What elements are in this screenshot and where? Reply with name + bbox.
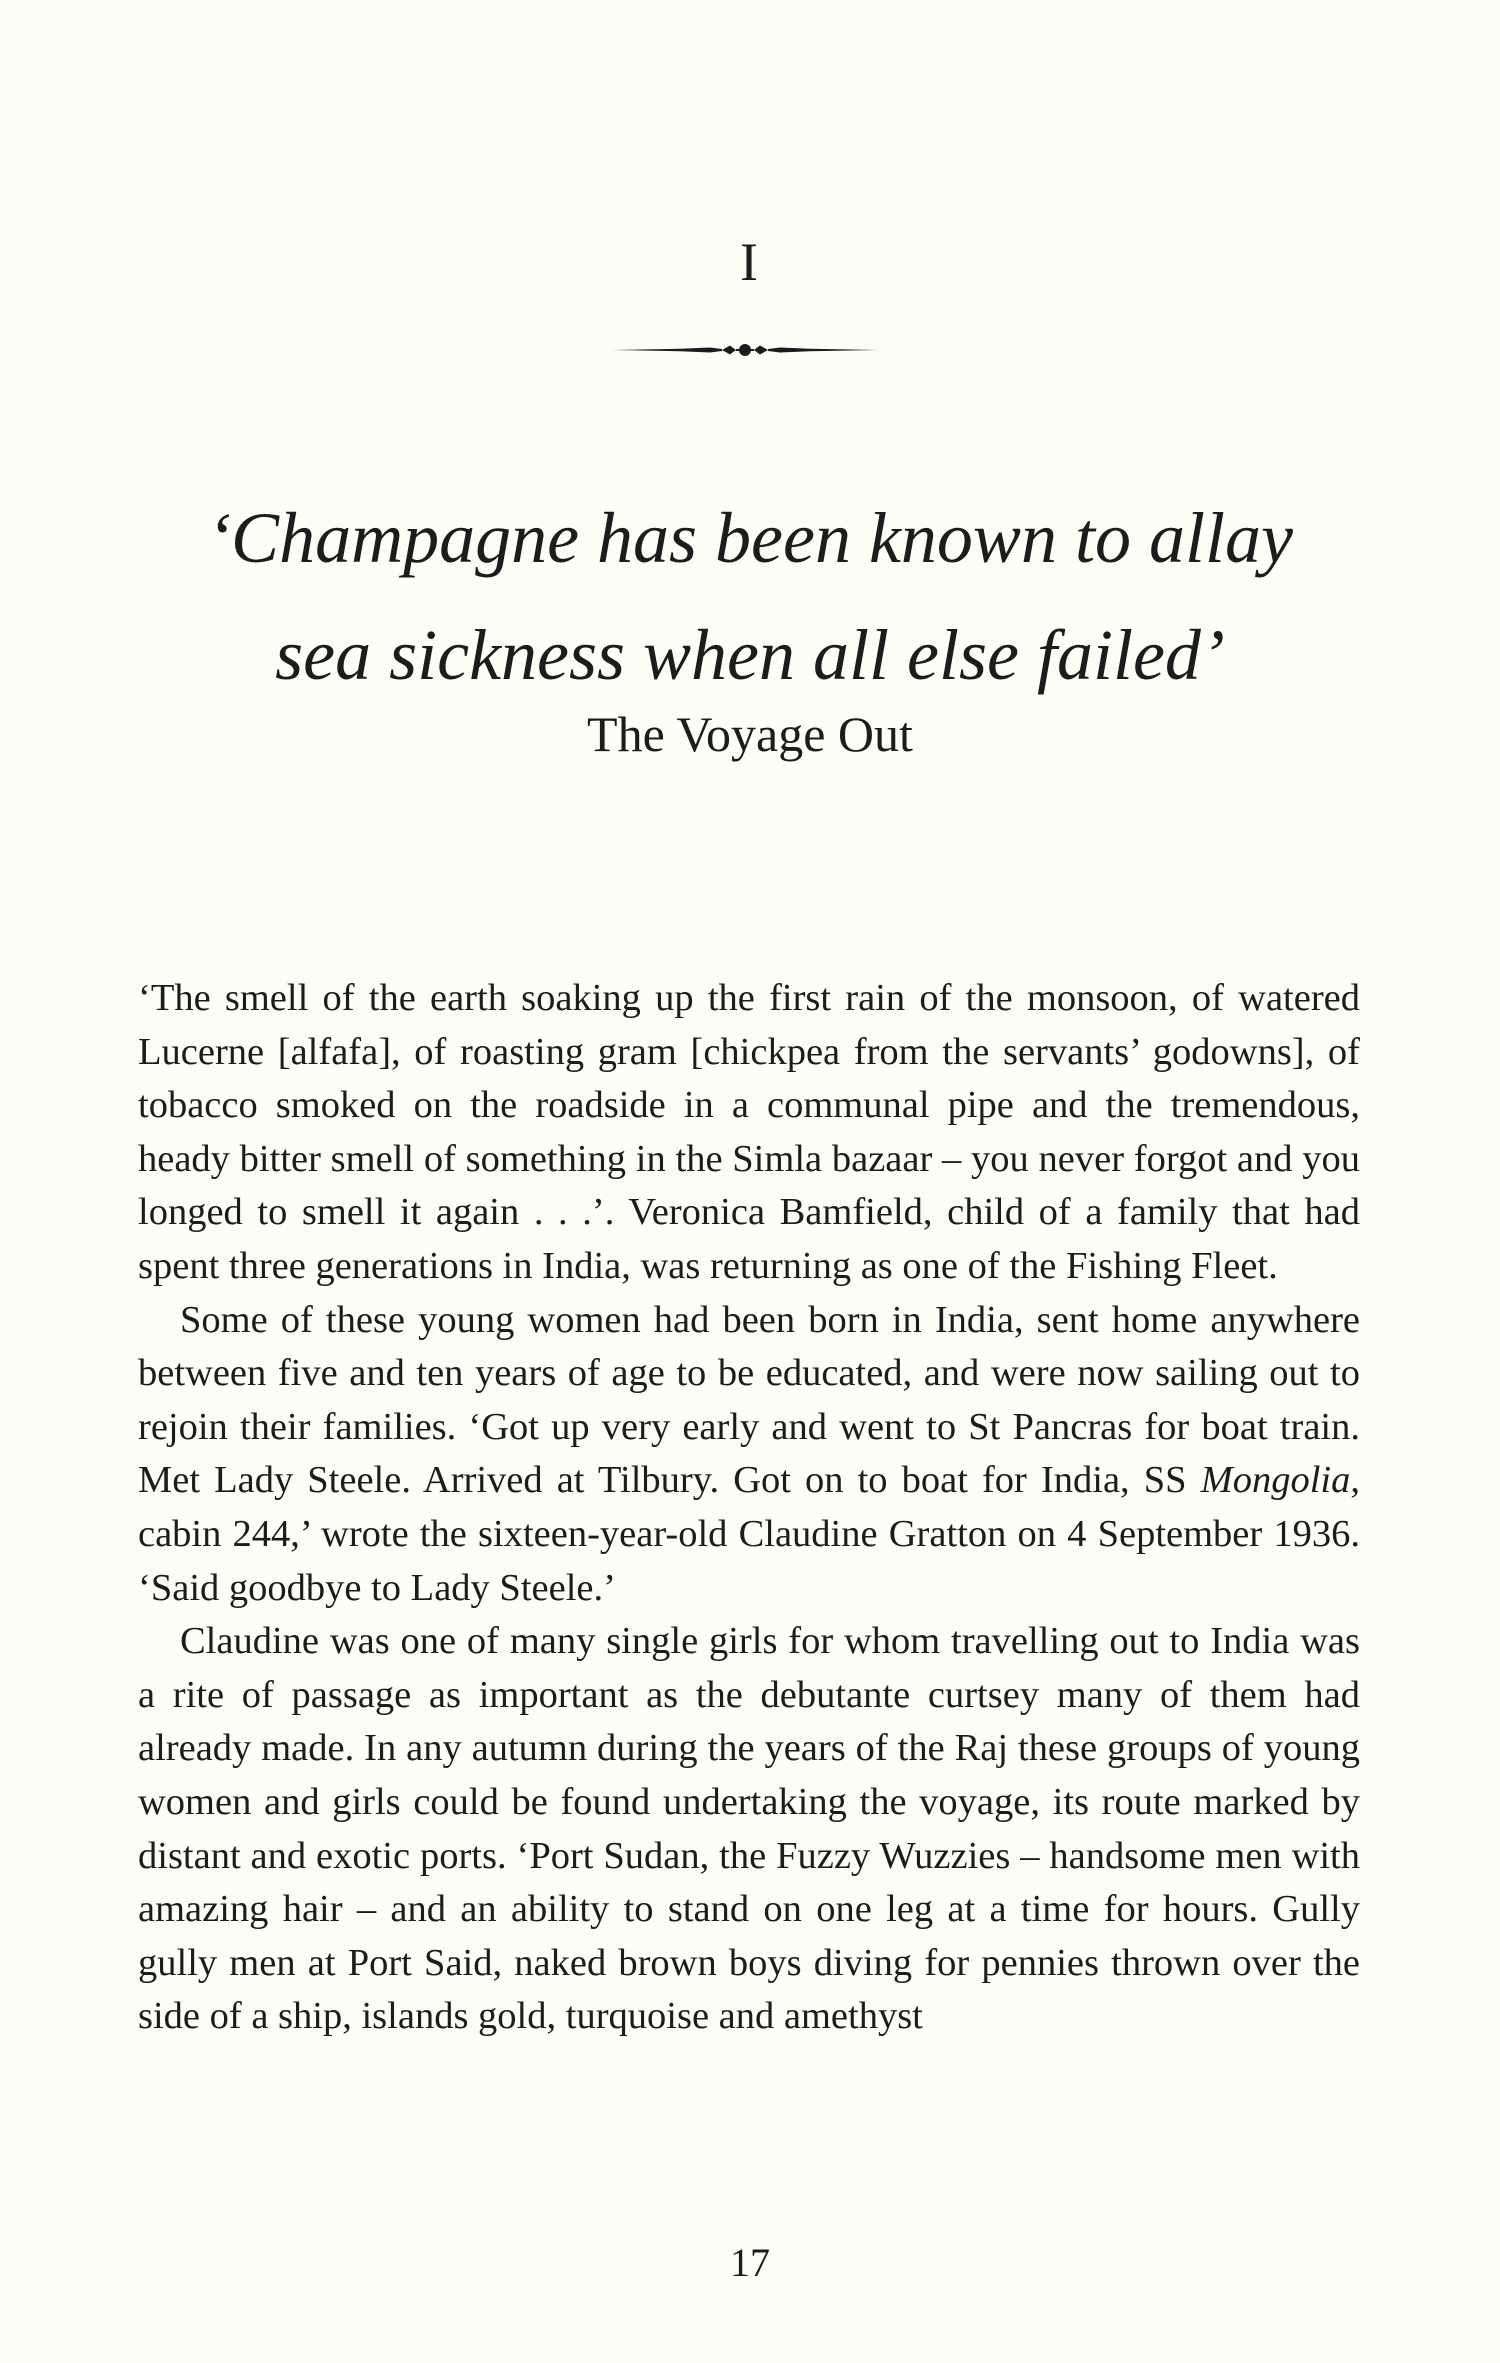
paragraph-3: Claudine was one of many single girls for whom travelling out to India was a rite of passage as important as the debutante curtsey many of them had already made. In any autumn during the years of the Raj these groups of young women and girls could be found undertaking the voyage, its route marked by distant and exotic ports. ‘Port Sudan, the Fuzzy Wuzzies – handsome men with amazing hair – and an ability to stand on one leg at a time for hours. Gully gully men at Port Said, naked brown boys diving for pennies thrown over the side of a ship, islands gold, turquoise and amethyst [138, 1620, 1360, 2038]
paragraph-2-text-a: Some of these young women had been born in India, sent home anywhere between five and ten years of age to be educated, and were now sailing out to rejoin their families. ‘Got up very early and went to St Pancras for boat train. Met Lady Steele. Arrived at Tilbury. Got on to boat for India, SS [138, 1298, 1360, 1502]
paragraph-1: ‘The smell of the earth soaking up the first rain of the monsoon, of watered Lucerne [alfafa], of roasting gram [chickpea from the servants’ godowns], of tobacco smoked on the roadside in a communal pipe and the tremendous, heady bitter smell of something in the Simla bazaar – you never forgot and you longed to smell it again . . .’. Veronica Bamfield, child of a family that had spent three generations in India, was returning as one of the Fishing Fleet. [138, 977, 1360, 1287]
ornament-divider-icon [610, 333, 880, 367]
paragraph-2 [138, 1294, 1360, 1616]
ship-name: Mongolia [1200, 1459, 1351, 1502]
body-text [138, 972, 1360, 2044]
chapter-number: I [740, 232, 760, 292]
chapter-subtitle: The Voyage Out [587, 706, 913, 762]
chapter-title-line-2: sea sickness when all else failed’ [275, 615, 1225, 695]
chapter-title-line-1: ‘Champagne has been known to allay [207, 498, 1293, 578]
paragraph-2-text-b: , cabin 244,’ wrote the sixteen-year-old Claudine Gratton on 4 September 1936. ‘Said goodbye to Lady Steele.’ [138, 1459, 1360, 1609]
chapter-title [0, 480, 1500, 714]
page-number: 17 [730, 2240, 770, 2285]
